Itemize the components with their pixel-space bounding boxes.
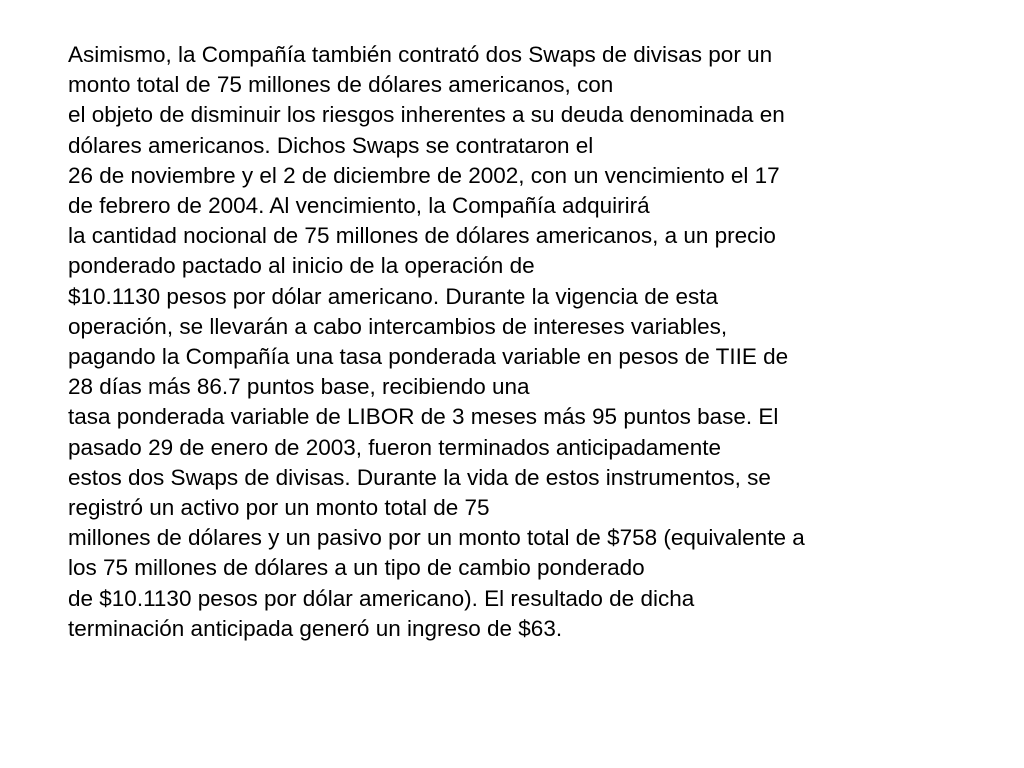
text-line: estos dos Swaps de divisas. Durante la vida de estos instrumentos, se [68, 464, 771, 490]
text-line: dólares americanos. Dichos Swaps se contrataron el [68, 132, 594, 158]
text-line: $10.1130 pesos por dólar americano. Durante la vigencia de esta [68, 283, 718, 309]
text-line: tasa ponderada variable de LIBOR de 3 meses más 95 puntos base. El [68, 404, 779, 430]
text-line: los 75 millones de dólares a un tipo de cambio ponderado [68, 555, 645, 581]
text-line: de febrero de 2004. Al vencimiento, la Compañía adquirirá [68, 193, 650, 219]
text-line: terminación anticipada generó un ingreso de $63. [68, 615, 563, 641]
text-line: millones de dólares y un pasivo por un monto total de $758 (equivalente a [68, 525, 805, 551]
text-line: monto total de 75 millones de dólares americanos, con [68, 72, 614, 98]
text-line: el objeto de disminuir los riesgos inherentes a su deuda denominada en [68, 102, 785, 128]
text-line: ponderado pactado al inicio de la operación de [68, 253, 535, 279]
text-line: de $10.1130 pesos por dólar americano). El resultado de dicha [68, 585, 695, 611]
text-line: pagando la Compañía una tasa ponderada variable en pesos de TIIE de [68, 344, 789, 370]
paragraph-swaps-divisas [68, 40, 968, 644]
text-line: pasado 29 de enero de 2003, fueron terminados anticipadamente [68, 434, 721, 460]
text-line: registró un activo por un monto total de 75 [68, 495, 490, 521]
text-line: 26 de noviembre y el 2 de diciembre de 2002, con un vencimiento el 17 [68, 162, 780, 188]
text-line: Asimismo, la Compañía también contrató dos Swaps de divisas por un [68, 42, 773, 67]
text-line: la cantidad nocional de 75 millones de dólares americanos, a un precio [68, 223, 776, 249]
text-line: 28 días más 86.7 puntos base, recibiendo una [68, 374, 530, 400]
text-line: operación, se llevarán a cabo intercambios de intereses variables, [68, 313, 728, 339]
